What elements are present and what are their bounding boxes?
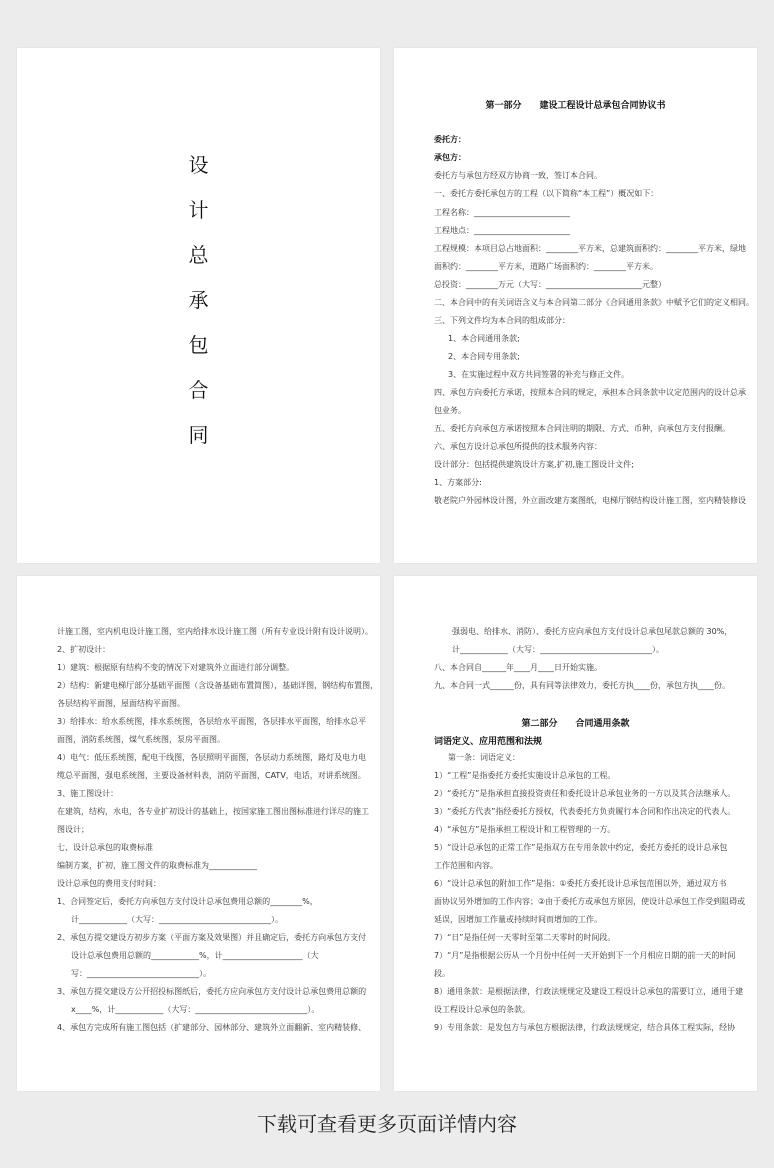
text-line: 一、委托方委托承包方的工程（以下简称“本工程”）概况如下： [434,189,659,198]
text-line: 包业务。 [434,406,466,415]
cover-page [17,48,380,563]
section-heading: 第一部分 建设工程设计总承包合同协议书 [485,101,666,111]
list-item: 3、在实施过程中双方共同签署的补充与修正文件。 [448,370,630,379]
subsection-heading: 词语定义、应用范围和法规 [434,737,543,747]
text-line: 第一条：词语定义： [448,753,520,762]
text-line: 4）电气：低压系统图，配电干线图，各层照明平面图，各层动力系统图，路灯及电力电 [57,753,367,762]
cover-title-char: 同 [188,423,209,447]
text-line: 七、设计总承包的取费标准 [57,843,153,852]
text-line: 8）通用条款：是根据法律，行政法规规定及建设工程设计总承包的需要订立，通用于建 [434,987,744,996]
text-line: 面协议另外增加的工作内容；②由于委托方或承包方原因，使设计总承包工作受到阻碍或 [434,897,746,906]
text-line: 总投资：________万元（大写：________________________元整） [434,280,666,289]
text-line: 工程规模：本项目总占地面积：________平方米，总建筑面积约：________平方米，绿地 [434,244,746,253]
text-line: 4）“承包方”是指承担工程设计和工程管理的一方。 [434,825,616,834]
text-line: 设计总承包的费用支付时间： [57,879,161,888]
text-line: 3、施工图设计： [57,789,119,798]
text-line: 9）专用条款：是发包方与承包方根据法律，行政法规规定，结合具体工程实际，经协 [434,1023,736,1032]
cover-title-char: 总 [188,243,209,267]
text-line: 面图，消防系统图，煤气系统图，泵房平面图。 [57,735,225,744]
text-line: 7）“日”是指任何一天零时至第二天零时的时间段。 [434,933,616,942]
text-line: 四、承包方向委托方承诺，按照本合同的规定，承担本合同条款中议定范围内的设计总承 [434,388,746,397]
text-line: 4、承包方完成所有施工图包括（扩建部分、园林部分、建筑外立面翻新、室内精装修、 [57,1023,367,1032]
text-line: 委托方与承包方经双方协商一致，签订本合同。 [434,171,602,180]
text-line: 计____________（大写：____________________________）。 [452,645,664,654]
text-line: 八、本合同自______年____月____日开始实施。 [434,663,602,672]
text-line: 计____________（大写：____________________________）。 [71,915,283,924]
client-label: 委托方： [434,135,466,144]
text-line: 3、承包方提交建设方公开招投标图纸后，委托方应向承包方支付设计总承包费用总额的 [57,987,367,996]
text-line: 工作范围和内容。 [434,861,498,870]
text-line: 3）给排水：给水系统图，排水系统图，各层给水平面图，各层排水平面图，给排水总平 [57,717,367,726]
text-line: 2）结构：新建电梯厅部分基础平面图（含设备基础布置简图），基础详图，钢结构布置图， [57,681,379,690]
text-line: 5）“设计总承包的正常工作”是指双方在专用条款中约定，委托方委托的设计总承包 [434,843,728,852]
text-line: 1、合同签定后，委托方向承包方支付设计总承包费用总额的________%， [57,897,318,906]
text-line: 设工程设计总承包的条款。 [434,1005,530,1014]
text-line: 3）“委托方代表”指经委托方授权，代表委托方负责履行本合同和作出决定的代表人。 [434,807,736,816]
text-line: 写：____________________________）。 [71,969,211,978]
cover-title-char: 承 [188,288,209,312]
text-line: 各层结构平面图，屋面结构平面图。 [57,699,185,708]
text-line: 1）“工程”是指委托方委托实施设计总承包的工程。 [434,771,616,780]
text-line: 计施工图，室内机电设计施工图，室内给排水设计施工图（所有专业设计附有设计说明）。 [57,627,373,636]
text-line: 六、承包方设计总承包所提供的技术服务内容： [434,442,602,451]
text-line: 二、本合同中的有关词语含义与本合同第二部分《合同通用条款》中赋予它们的定义相同。 [434,298,754,307]
text-line: 九、本合同一式______份，具有同等法律效力，委托方执____份，承包方执____份。 [434,681,730,690]
text-line: 延误，因增加工作量或持续时间而增加的工作。 [434,915,602,924]
contractor-label: 承包方： [434,153,466,162]
text-line: 图设计； [57,825,89,834]
cover-title [17,143,380,458]
text-line: 2、承包方提交建设方初步方案（平面方案及效果图）并且确定后，委托方向承包方支付 [57,933,367,942]
text-line: 编制方案，扩初，施工图文件的取费标准为____________ [57,861,257,870]
text-line: 工程地点：________________________ [434,226,570,235]
text-line: 在建筑，结构，水电，各专业扩初设计的基础上，按国家施工图出图标准进行详尽的施工 [57,807,369,816]
text-line: 强弱电、给排水、消防）、委托方应向承包方支付设计总承包尾款总额的 30%， [452,627,733,636]
agreement-page [394,48,757,563]
list-item: 1、本合同通用条款; [448,334,520,343]
list-item: 2、本合同专用条款; [448,352,520,361]
text-line: 缆总平面图，强电系统图，主要设备材料表，消防平面图，CATV，电话，对讲系统图。 [57,771,366,780]
agreement-page [394,576,757,1091]
text-line: 三、下列文件均为本合同的组成部分： [434,316,570,325]
text-line: 段。 [434,969,450,978]
text-line: 设计总承包费用总额的____________%，计____________________（大 [71,951,319,960]
section-heading: 第二部分 合同通用条款 [521,719,630,729]
text-line: 五、委托方向承包方承诺按照本合同注明的期限、方式、币种，向承包方支付报酬。 [434,424,730,433]
download-prompt: 下载可查看更多页面详情内容 [257,1112,517,1136]
cover-title-char: 设 [188,153,209,177]
text-line: 设计部分：包括提供建筑设计方案,扩初,施工图设计文件; [434,460,634,469]
cover-title-char: 计 [188,198,209,222]
agreement-page [17,576,380,1091]
text-line: 工程名称：________________________ [434,208,570,217]
text-line: 面积约：________平方米，道路广场面积约：________平方米。 [434,262,658,271]
cover-title-char: 合 [188,378,209,402]
cover-title-char: 包 [188,333,209,357]
text-line: 7）“月”是指根据公历从一个月份中任何一天开始到下一个月相应日期的前一天的时间 [434,951,736,960]
text-line: 1）建筑：根据原有结构不变的情况下对建筑外立面进行部分调整。 [57,663,295,672]
text-line: 2、扩初设计： [57,645,111,654]
text-line: 敬老院户外园林设计图，外立面改建方案图纸，电梯厅钢结构设计施工图，室内精装修设 [434,496,746,505]
text-line: x____%，计____________（大写：____________________________）。 [71,1005,320,1014]
text-line: 6）“设计总承包的附加工作”是指：①委托方委托设计总承包范围以外，通过双方书 [434,879,727,888]
text-line: 1、方案部分: [434,478,482,487]
text-line: 2）“委托方”是指承担直接投资责任和委托设计总承包业务的一方以及其合法继承人。 [434,789,736,798]
